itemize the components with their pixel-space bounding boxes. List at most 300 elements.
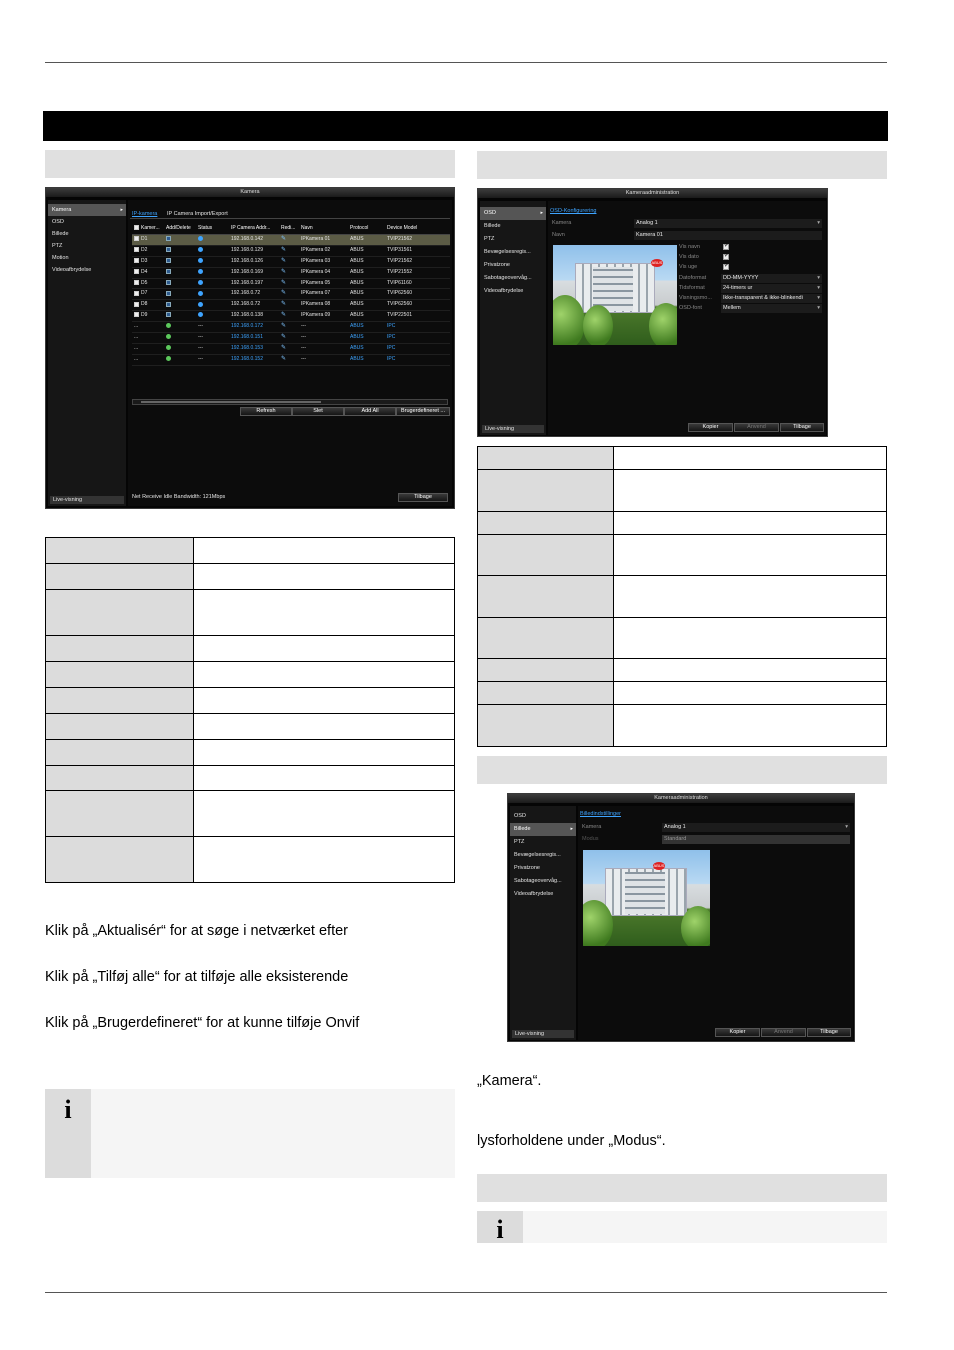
screen-main <box>578 806 853 1040</box>
left-table <box>45 537 455 883</box>
add-icon[interactable] <box>166 345 171 350</box>
cell-protocol: ABUS <box>348 245 385 256</box>
cell-protocol: ABUS <box>348 354 385 365</box>
row-checkbox[interactable] <box>134 258 139 263</box>
table-row[interactable] <box>132 234 450 245</box>
cell-add-delete[interactable] <box>164 234 196 245</box>
cell-camera-id[interactable] <box>132 256 164 267</box>
cell-add-delete[interactable] <box>164 256 196 267</box>
delete-icon[interactable] <box>166 302 171 307</box>
left-table-key <box>46 590 194 636</box>
right-subheading-bar-osd <box>477 151 887 179</box>
sidebar-item-video-loss[interactable]: Videoafbrydelse <box>484 288 524 294</box>
status-dash: --- <box>198 355 203 362</box>
cell-camera-id[interactable] <box>132 234 164 245</box>
right-table-key <box>478 682 614 705</box>
col-add-delete[interactable]: Add/Delete <box>164 224 196 234</box>
left-table-value <box>193 766 454 791</box>
right-table-key <box>478 470 614 512</box>
camera-id: D3 <box>141 257 148 264</box>
cell-status <box>196 343 229 354</box>
cell-add-delete[interactable] <box>164 322 196 333</box>
sidebar-item-image[interactable]: Billede <box>484 223 501 229</box>
cell-ip: 192.168.0.153 <box>229 343 279 354</box>
sidebar-item-tamper[interactable]: Sabotageovervåg... <box>514 878 562 884</box>
sidebar-item-ptz[interactable]: PTZ <box>484 236 495 242</box>
info-note-right <box>477 1211 887 1243</box>
cell-name: IPKamera 01 <box>299 234 348 245</box>
edit-icon[interactable]: ✎ <box>281 355 287 362</box>
cell-status <box>196 311 229 322</box>
paragraph-refresh: Klik på „Aktualisér“ for at søge i netværket efter <box>45 923 348 939</box>
cell-name: --- <box>299 333 348 344</box>
camera-row: Kamera Analog 1 ▾ <box>552 219 822 228</box>
cell-ip: 192.168.0.169 <box>229 267 279 278</box>
left-table-value <box>193 590 454 636</box>
cell-camera-id[interactable] <box>132 333 164 344</box>
left-table-key <box>46 791 194 837</box>
left-table-value <box>193 791 454 837</box>
info-icon: i <box>64 1095 72 1124</box>
refresh-button[interactable]: Refresh <box>240 407 292 416</box>
left-table-key <box>46 740 194 766</box>
right-table-value <box>613 470 886 512</box>
back-button[interactable]: Tilbage <box>807 1028 851 1037</box>
status-online-icon <box>198 312 203 317</box>
status-online-icon <box>198 280 203 285</box>
col-edit[interactable]: Redi... <box>279 224 299 234</box>
delete-button[interactable]: Slet <box>292 407 344 416</box>
cell-status <box>196 278 229 289</box>
show-week-checkbox[interactable] <box>723 264 729 270</box>
table-row[interactable] <box>132 245 450 256</box>
tab-bar <box>130 210 450 219</box>
table-row[interactable] <box>132 354 450 365</box>
cell-name: IPKamera 04 <box>299 267 348 278</box>
table-row[interactable] <box>132 343 450 354</box>
sidebar-item-motion[interactable]: Motion <box>52 255 69 261</box>
camera-rows <box>132 234 450 365</box>
cell-model: TVIP62560 <box>385 300 450 311</box>
cell-add-delete[interactable] <box>164 267 196 278</box>
cell-edit[interactable] <box>279 234 299 245</box>
cell-ip: 192.168.0.72 <box>229 289 279 300</box>
add-icon[interactable] <box>166 334 171 339</box>
name-input[interactable]: Kamera 01 <box>634 231 822 240</box>
cell-add-delete[interactable] <box>164 354 196 365</box>
screen-title: Kameraadministration <box>478 189 827 198</box>
status-dash: --- <box>198 334 203 341</box>
back-button[interactable]: Tilbage <box>780 423 824 432</box>
status-dash: --- <box>198 323 203 330</box>
show-name-checkbox[interactable] <box>723 244 729 250</box>
camera-id: D1 <box>141 235 148 242</box>
sidebar-item-motion[interactable]: Bevægelsesregis... <box>514 852 561 858</box>
cell-name: IPKamera 07 <box>299 289 348 300</box>
mode-select[interactable]: Standard <box>662 835 850 844</box>
cell-edit[interactable] <box>279 256 299 267</box>
cell-name: IPKamera 05 <box>299 278 348 289</box>
edit-icon[interactable]: ✎ <box>281 235 287 242</box>
cell-status <box>196 267 229 278</box>
col-name[interactable]: Navn <box>299 224 348 234</box>
live-view-button[interactable]: Live-visning <box>512 1030 574 1038</box>
cell-protocol: ABUS <box>348 267 385 278</box>
right-table-key <box>478 705 614 747</box>
add-all-button[interactable]: Add All <box>344 407 396 416</box>
table-header <box>132 224 450 234</box>
cell-edit[interactable] <box>279 311 299 322</box>
cell-name: --- <box>299 322 348 333</box>
screen-title: Kamera <box>46 188 454 197</box>
delete-icon[interactable] <box>166 291 171 296</box>
cell-add-delete[interactable] <box>164 300 196 311</box>
back-button[interactable]: Tilbage <box>398 493 448 502</box>
col-ip[interactable]: IP Camera Addr... <box>229 224 279 234</box>
edit-icon[interactable]: ✎ <box>281 246 287 253</box>
cell-ip: 192.168.0.126 <box>229 256 279 267</box>
cell-add-delete[interactable] <box>164 343 196 354</box>
right-table-value <box>613 682 886 705</box>
delete-icon[interactable] <box>166 258 171 263</box>
cell-camera-id[interactable] <box>132 278 164 289</box>
cell-camera-id[interactable] <box>132 343 164 354</box>
right-subheading-bar-image <box>477 756 887 784</box>
cell-camera-id[interactable] <box>132 245 164 256</box>
delete-icon[interactable] <box>166 236 171 241</box>
right-table-value <box>613 576 886 618</box>
left-table-key <box>46 837 194 883</box>
copy-button[interactable]: Kopier <box>715 1028 760 1037</box>
right-subheading-bar-bottom <box>477 1174 887 1202</box>
right-table-key <box>478 618 614 659</box>
paragraph-camera: „Kamera“. <box>477 1073 542 1089</box>
left-table-key <box>46 688 194 714</box>
left-table-key <box>46 538 194 564</box>
cell-edit[interactable] <box>279 278 299 289</box>
edit-icon[interactable]: ✎ <box>281 323 287 330</box>
row-checkbox[interactable] <box>134 236 139 241</box>
camera-id: ... <box>134 334 139 341</box>
cell-ip: 192.168.0.152 <box>229 354 279 365</box>
sidebar-item-image[interactable]: Billede <box>52 231 69 237</box>
cell-camera-id[interactable] <box>132 311 164 322</box>
right-table-key <box>478 512 614 535</box>
cell-ip: 192.168.0.129 <box>229 245 279 256</box>
camera-id: D4 <box>141 268 148 275</box>
left-subheading-bar <box>45 150 455 178</box>
info-icon-box <box>477 1211 523 1243</box>
copy-button[interactable]: Kopier <box>688 423 733 432</box>
table-row[interactable] <box>132 267 450 278</box>
left-table-value <box>193 564 454 590</box>
right-table-key <box>478 659 614 682</box>
right-table-value <box>613 618 886 659</box>
show-name-row <box>679 243 822 252</box>
cell-add-delete[interactable] <box>164 278 196 289</box>
cell-camera-id[interactable] <box>132 300 164 311</box>
camera-select[interactable]: Analog 1 ▾ <box>634 219 822 228</box>
show-date-label: Vis dato <box>679 254 699 261</box>
add-icon[interactable] <box>166 356 171 361</box>
cell-ip: 192.168.0.151 <box>229 333 279 344</box>
left-table-key <box>46 766 194 791</box>
camera-table <box>132 224 450 366</box>
cell-protocol: ABUS <box>348 300 385 311</box>
sidebar-item-camera[interactable]: Kamera ▸ <box>48 204 126 216</box>
cell-add-delete[interactable] <box>164 245 196 256</box>
cell-add-delete[interactable] <box>164 289 196 300</box>
left-table-value <box>193 538 454 564</box>
cell-ip: 192.168.0.197 <box>229 278 279 289</box>
paragraph-custom: Klik på „Brugerdefineret“ for at kunne tilføje Onvif <box>45 1015 360 1031</box>
add-icon[interactable] <box>166 323 171 328</box>
row-checkbox[interactable] <box>134 269 139 274</box>
show-week-row <box>679 263 822 272</box>
live-view-button[interactable]: Live-visning <box>482 425 544 433</box>
image-settings-screen <box>507 793 855 1042</box>
camera-id: D9 <box>141 312 148 319</box>
image-settings-link[interactable]: Billedindstillinger <box>580 811 621 817</box>
left-table-key <box>46 714 194 740</box>
mode-row: Modus Standard <box>582 835 850 844</box>
delete-icon[interactable] <box>166 312 171 317</box>
sidebar-item-video-loss[interactable]: Videoafbrydelse <box>52 267 92 273</box>
cell-status <box>196 256 229 267</box>
cell-protocol: ABUS <box>348 289 385 300</box>
apply-button[interactable]: Anvend <box>734 423 779 432</box>
display-mode-select[interactable]: Ikke-transparent & ikke-blinkendi ▾ <box>721 294 822 303</box>
cell-camera-id[interactable] <box>132 289 164 300</box>
cell-protocol: ABUS <box>348 234 385 245</box>
left-table-key <box>46 662 194 688</box>
cell-model: IPC <box>385 322 450 333</box>
edit-icon[interactable]: ✎ <box>281 344 287 351</box>
show-date-checkbox[interactable] <box>723 254 729 260</box>
right-table-key <box>478 576 614 618</box>
cell-ip: 192.168.0.142 <box>229 234 279 245</box>
sidebar-item-image[interactable]: Billede ▸ <box>510 823 576 836</box>
right-table-key <box>478 535 614 576</box>
apply-button[interactable]: Anvend <box>761 1028 806 1037</box>
row-checkbox[interactable] <box>134 302 139 307</box>
info-note-left <box>45 1089 455 1178</box>
cell-edit[interactable] <box>279 354 299 365</box>
cell-camera-id[interactable] <box>132 354 164 365</box>
table-row[interactable] <box>132 333 450 344</box>
camera-id: D5 <box>141 279 148 286</box>
row-checkbox[interactable] <box>134 247 139 252</box>
show-date-row <box>679 253 822 262</box>
custom-add-button[interactable]: Brugerdefineret ... <box>396 407 450 416</box>
cell-edit[interactable] <box>279 289 299 300</box>
camera-id: ... <box>134 355 139 362</box>
cell-name: IPKamera 08 <box>299 300 348 311</box>
cell-protocol: ABUS <box>348 278 385 289</box>
cell-model: IPC <box>385 354 450 365</box>
info-icon-box <box>45 1089 91 1178</box>
delete-icon[interactable] <box>166 280 171 285</box>
cell-model: TVIP61160 <box>385 278 450 289</box>
time-format-select[interactable]: 24-timers ur ▾ <box>721 284 822 293</box>
paragraph-add-all: Klik på „Tilføj alle“ for at tilføje alle eksisterende <box>45 969 349 985</box>
bandwidth-text: Net Receive Idle Bandwidth: 121Mbps <box>132 494 226 500</box>
status-online-icon <box>198 236 203 241</box>
cell-ip: 192.168.0.138 <box>229 311 279 322</box>
cell-edit[interactable] <box>279 245 299 256</box>
camera-preview <box>583 850 710 946</box>
table-row[interactable] <box>132 300 450 311</box>
live-view-button[interactable]: Live-visning <box>50 496 124 504</box>
delete-icon[interactable] <box>166 247 171 252</box>
cell-camera-id[interactable] <box>132 267 164 278</box>
edit-icon[interactable]: ✎ <box>281 268 287 275</box>
cell-status <box>196 354 229 365</box>
osd-font-label: OSD-font <box>679 305 702 312</box>
cell-protocol: ABUS <box>348 311 385 322</box>
paragraph-mode: lysforholdene under „Modus“. <box>477 1133 666 1149</box>
osd-font-row <box>679 304 822 313</box>
cell-model: TVIP31561 <box>385 245 450 256</box>
cell-edit[interactable] <box>279 343 299 354</box>
name-row: Navn Kamera 01 <box>552 231 822 240</box>
screen-sidebar <box>510 806 576 1040</box>
cell-status <box>196 245 229 256</box>
screen-main <box>548 201 826 435</box>
sidebar-item-ptz[interactable]: PTZ <box>52 243 63 249</box>
edit-icon[interactable]: ✎ <box>281 257 287 264</box>
left-table-key <box>46 636 194 662</box>
select-all-checkbox[interactable] <box>134 225 139 230</box>
cell-protocol: ABUS <box>348 322 385 333</box>
camera-id: D8 <box>141 301 148 308</box>
tab-ip-camera[interactable]: IP-kamera <box>132 211 158 217</box>
sidebar-item-privacy[interactable]: Privatzone <box>484 262 510 268</box>
col-protocol[interactable]: Protocol <box>348 224 385 234</box>
status-online-icon <box>198 302 203 307</box>
table-row[interactable] <box>132 311 450 322</box>
cell-name: IPKamera 02 <box>299 245 348 256</box>
osd-font-select[interactable]: Mellem ▾ <box>721 304 822 313</box>
left-table-value <box>193 688 454 714</box>
cell-ip: 192.168.0.172 <box>229 322 279 333</box>
right-table <box>477 446 887 747</box>
cell-status <box>196 234 229 245</box>
cell-status <box>196 289 229 300</box>
camera-select[interactable]: Analog 1 ▾ <box>662 823 850 832</box>
table-row[interactable] <box>132 322 450 333</box>
col-camera[interactable]: Kamer... <box>132 224 164 234</box>
time-format-label: Tidsformat <box>679 284 705 291</box>
sidebar-item-osd[interactable]: OSD <box>514 813 526 819</box>
camera-id: ... <box>134 344 139 351</box>
camera-preview <box>553 245 677 345</box>
cell-edit[interactable] <box>279 267 299 278</box>
cell-name: IPKamera 03 <box>299 256 348 267</box>
sidebar-item-osd[interactable]: OSD ▸ <box>480 207 546 220</box>
edit-icon[interactable]: ✎ <box>281 312 287 319</box>
status-online-icon <box>198 291 203 296</box>
cell-protocol: ABUS <box>348 343 385 354</box>
edit-icon[interactable]: ✎ <box>281 301 287 308</box>
status-online-icon <box>198 247 203 252</box>
delete-icon[interactable] <box>166 269 171 274</box>
cell-model: TVIP22501 <box>385 311 450 322</box>
tab-import-export[interactable]: IP Camera Import/Export <box>167 211 228 217</box>
right-table-value <box>613 512 886 535</box>
edit-icon[interactable]: ✎ <box>281 334 287 341</box>
left-table-value <box>193 837 454 883</box>
camera-id: ... <box>134 323 139 330</box>
col-status[interactable]: Status <box>196 224 229 234</box>
cell-edit[interactable] <box>279 333 299 344</box>
screen-title: Kameraadministration <box>508 794 854 803</box>
cell-status <box>196 300 229 311</box>
cell-protocol: ABUS <box>348 256 385 267</box>
cell-model: TVIP21552 <box>385 267 450 278</box>
section-title-bar <box>43 111 888 141</box>
status-online-icon <box>198 258 203 263</box>
sidebar-item-motion[interactable]: Bevægelsesregis... <box>484 249 531 255</box>
row-checkbox[interactable] <box>134 291 139 296</box>
cell-ip: 192.168.0.72 <box>229 300 279 311</box>
screen-sidebar <box>480 201 546 435</box>
left-table-key <box>46 564 194 590</box>
edit-icon[interactable]: ✎ <box>281 279 287 286</box>
horizontal-scrollbar[interactable] <box>132 399 448 405</box>
cell-model: TVIP62560 <box>385 289 450 300</box>
abus-logo: ABUS <box>653 863 665 868</box>
osd-config-link[interactable]: OSD-Konfigurering <box>550 208 597 214</box>
sidebar-item-osd[interactable]: OSD <box>52 219 64 225</box>
cell-edit[interactable] <box>279 300 299 311</box>
cell-model: TVIP21562 <box>385 256 450 267</box>
status-dash: --- <box>198 344 203 351</box>
sidebar-item-ptz[interactable]: PTZ <box>514 839 525 845</box>
cell-model: IPC <box>385 343 450 354</box>
camera-id: D7 <box>141 290 148 297</box>
right-table-key <box>478 447 614 470</box>
right-table-value <box>613 535 886 576</box>
cell-add-delete[interactable] <box>164 333 196 344</box>
cell-model: TVIP21562 <box>385 234 450 245</box>
cell-edit[interactable] <box>279 322 299 333</box>
date-format-row <box>679 274 822 283</box>
col-model[interactable]: Device Model <box>385 224 450 234</box>
row-checkbox[interactable] <box>134 312 139 317</box>
header-rule <box>45 62 887 63</box>
sidebar-item-video-loss[interactable]: Videoafbrydelse <box>514 891 554 897</box>
cell-add-delete[interactable] <box>164 311 196 322</box>
cell-camera-id[interactable] <box>132 322 164 333</box>
abus-logo: ABUS <box>651 260 663 265</box>
camera-id: D2 <box>141 246 148 253</box>
footer-rule <box>45 1292 887 1293</box>
left-table-value <box>193 714 454 740</box>
screen-sidebar <box>48 200 126 506</box>
table-row[interactable] <box>132 278 450 289</box>
cell-protocol: ABUS <box>348 333 385 344</box>
table-row[interactable] <box>132 256 450 267</box>
sidebar-item-tamper[interactable]: Sabotageovervåg... <box>484 275 532 281</box>
row-checkbox[interactable] <box>134 280 139 285</box>
edit-icon[interactable]: ✎ <box>281 290 287 297</box>
table-row[interactable] <box>132 289 450 300</box>
cell-name: --- <box>299 354 348 365</box>
sidebar-item-privacy[interactable]: Privatzone <box>514 865 540 871</box>
time-format-row <box>679 284 822 293</box>
date-format-select[interactable]: DD-MM-YYYY ▾ <box>721 274 822 283</box>
